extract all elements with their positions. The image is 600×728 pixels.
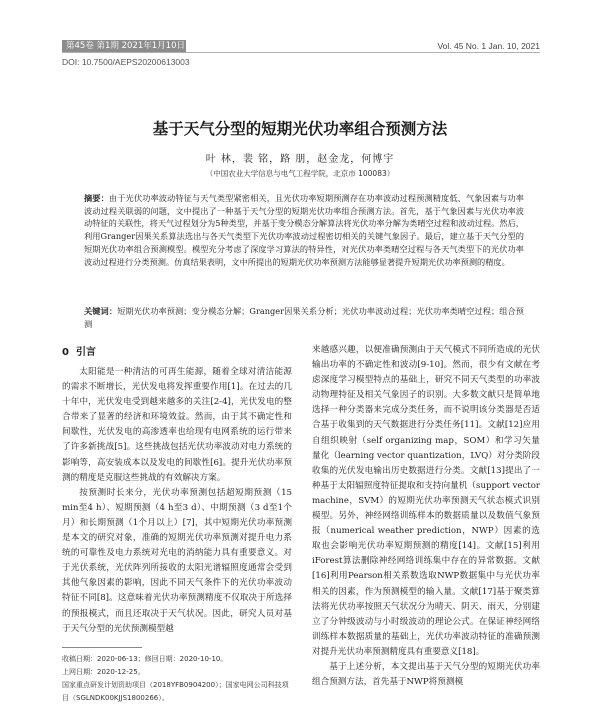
affiliation: （中国农业大学信息与电气工程学院，北京市 100083） (205, 169, 395, 178)
doi: DOI: 10.7500/AEPS20200613003 (62, 57, 190, 67)
section-number: 0 (62, 347, 69, 358)
paper-title: 基于天气分型的短期光伏功率组合预测方法 (152, 120, 448, 138)
paragraph: 来越感兴趣，以便准确预测由于天气模式不同所造成的光伏输出功率的不确定性和波动[9-10]。然而，很少有文献在考虑深度学习模型特点的基础上，研究不同天气类型的功率波动物理特征及相关气象因子的识别。大多数文献只是简单地选择一种分类器来完成分类任务，而不说明该分类器是否适合基于收集到的天气数据进行分类任务[11]。文献[12]应用自组织映射（self organizing map，SOM）和学习矢量量化（learning vector quantization，LVQ）对分类阶段收集的光伏发电输出历史数据进行分类。文献[13]提出了一种基于太阳辐照度特征提取和支持向量机（support vector machine，SVM）的短期光伏功率预测天气状态模式识别模型。另外，神经网络训练样本的数据质量以及数值气象预报（numerical weather prediction，NWP）因素的选取也会影响光伏功率短期预测的精度[14]。文献[15]利用iForest算法删除神经网络训练集中存在的异常数据。文献[16]利用Pearson相关系数选取NWP数据集中与光伏功率相关的因素，作为预测模型的输入量。文献[17]基于聚类算法将光伏功率按照天气状况分为晴天、阴天、雨天，分别建立了分钟级波动与小时级波动的理论公式。在保证神经网络训练样本数据质量的基础上，光伏功率波动特征的准确预测对提升光伏功率预测精度具有重要意义[18]。 (312, 345, 540, 657)
keywords-text: 短期光伏功率预测；变分模态分解；Granger因果关系分析；光伏功率波动过程；光伏功率类晴空过程；组合预测 (84, 306, 524, 329)
footnote-funding: 国家重点研发计划资助项目（2018YFB0904200）；国家电网公司科技项目（SGLNDK00KJJS1800266）。 (62, 681, 289, 702)
keywords-label: 关键词： (84, 306, 118, 316)
abstract-text: 由于光伏功率波动特征与天气类型紧密相关，且光伏功率短期预测存在功率波动过程预测精度低、气象因素与功率波动过程关联弱的问题，文中提出了一种基于天气分型的短期光伏功率组合预测方法。首先，基于气象因素与光伏功率波动特征的关联性，将天气过程划分为5种类型，并基于变分模态分解算法将光伏功率分解为类晴空过程和波动过程。然后，利用Granger因果关系算法选出与各天气类型下光伏功率波动过程密切相关的关键气象因子。最后，建立基于天气分型的短期光伏功率组合预测模型。模型充分考虑了深度学习算法的特异性，对光伏功率类晴空过程与各天气类型下的光伏功率波动过程进行分类预测。仿真结果表明，文中所提出的短期光伏功率预测方法能够显著提升短期光伏功率预测的精度。 (84, 193, 524, 267)
keywords (84, 305, 524, 330)
abstract-label: 摘要： (84, 193, 109, 203)
footnotes (62, 653, 294, 705)
header-rule (62, 52, 540, 53)
issue-label: 第45卷 第1期 2021年1月10日 (62, 40, 186, 53)
section-heading (62, 343, 96, 358)
abstract (84, 192, 524, 268)
right-column (312, 343, 540, 690)
authors: 叶 林，裴 铭，路 朋，赵金龙，何博宇 (205, 154, 395, 165)
paragraph: 太阳能是一种清洁的可再生能源，随着全球对清洁能源的需求不断增长，光伏发电将发挥重要作用[1]。在过去的几十年中，光伏发电受到越来越多的关注[2-4]，光伏发电的整合带来了显著的经济和环境效益。然而，由于其不确定性和间歇性，光伏发电的高渗透率也给现有电网系统的运行带来了许多新挑战[5]。这些挑战包括光伏功率波动对电力系统的影响等，高安装成本以及发电的间歇性[6]。提升光伏功率预测的精度是克服这些挑战的有效解决方案。 (62, 367, 292, 483)
issue-label-en: Vol. 45 No. 1 Jan. 10, 2021 (437, 41, 540, 51)
paragraph: 基于上述分析，本文提出基于天气分型的短期光伏功率组合预测方法，首先基于NWP将预测模 (312, 661, 540, 688)
footnote-received: 收稿日期：2020-06-13；修回日期：2020-10-10。 (62, 655, 228, 663)
footnote-online: 上网日期：2020-12-25。 (62, 668, 145, 676)
paragraph: 按预测时长来分，光伏功率预测包括超短期预测（15 min至4 h）、短期预测（4 h至3 d）、中期预测（3 d至1个月）和长期预测（1个月以上）[7]，其中短期光伏功率预测是本文的研究对象，准确的短期光伏功率预测对提升电力系统的可靠性及电力系统对光电的消纳能力具有重要意义。对于光伏系统，光伏阵列所接收的太阳光谱辐照度通常会受到其他气象因素的影响，因此不同天气条件下的光伏功率波动特征不同[8]。这意味着光伏功率预测精度不仅取决于所选择的预报模式，而且还取决于天气状况。因此，研究人员对基于天气分型的光伏预测模型越 (62, 487, 292, 634)
section-title: 引言 (75, 347, 96, 358)
left-column (62, 365, 292, 637)
footnote-rule (62, 647, 142, 648)
